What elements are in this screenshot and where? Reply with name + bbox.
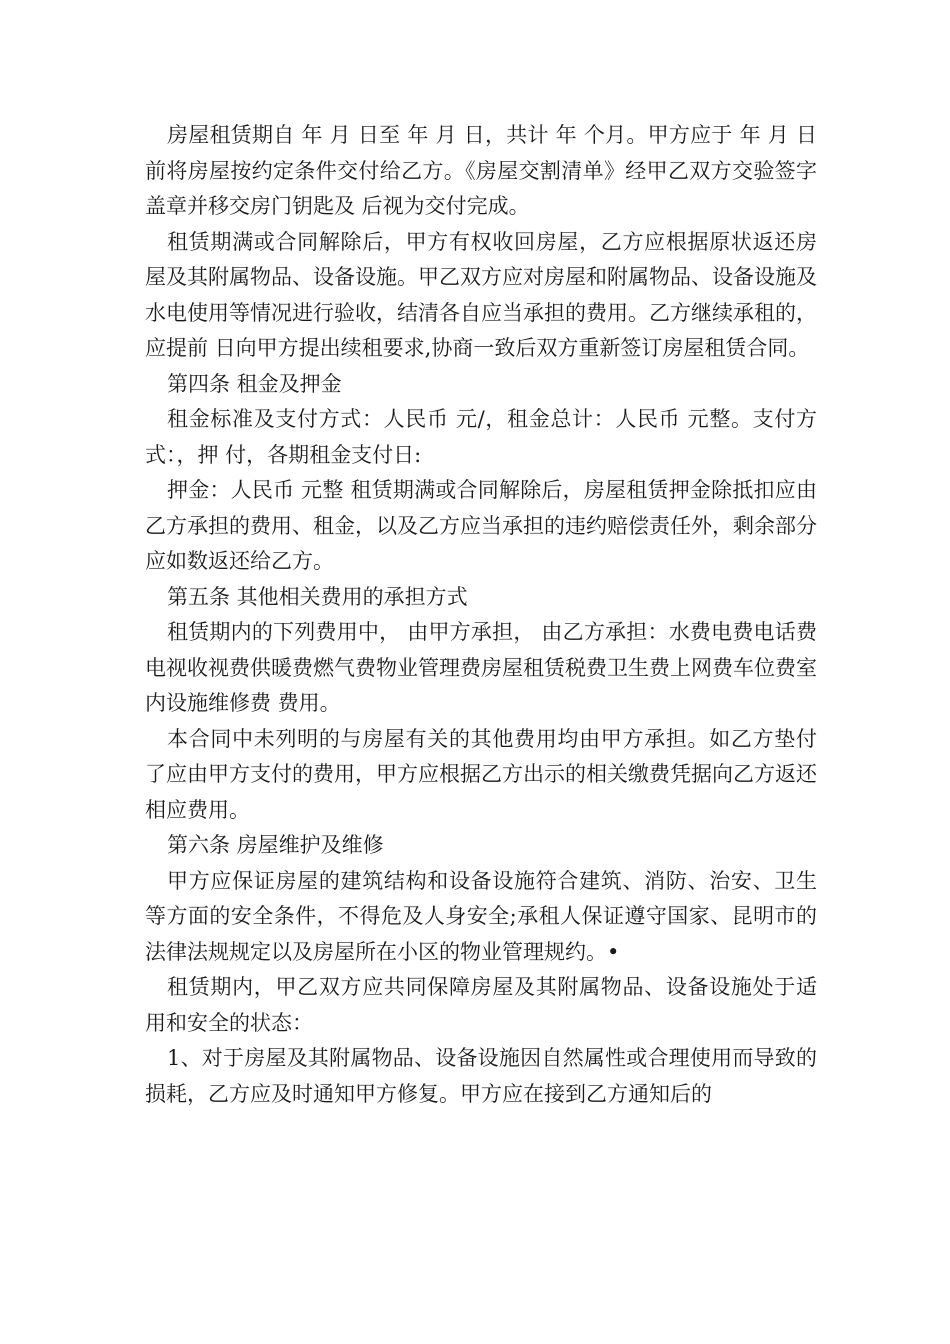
paragraph-maintenance: 租赁期内，甲乙双方应共同保障房屋及其附属物品、设备设施处于适用和安全的状态： (145, 975, 817, 1035)
paragraph-lease-end: 租赁期满或合同解除后，甲方有权收回房屋，乙方应根据原状返还房屋及其附属物品、设备设施。甲乙双方应对房屋和附属物品、设备设施及水电使用等情况进行验收，结清各自应当承担的费用。乙方继续承租的，应提前 日向甲方提出续租要求,协商一致后双方重新签订房屋租赁合同。 (145, 229, 817, 360)
paragraph-safety: 甲方应保证房屋的建筑结构和设备设施符合建筑、消防、治安、卫生等方面的安全条件，不得危及人身安全;承租人保证遵守国家、昆明市的法律法规规定以及房屋所在小区的物业管理规约。• (145, 868, 817, 964)
document-body (145, 118, 817, 1112)
article-6-heading: 第六条 房屋维护及维修 (167, 833, 384, 857)
paragraph-rent-standard: 租金标准及支付方式：人民币 元/，租金总计：人民币 元整。支付方式：，押 付，各期租金支付日: (145, 407, 817, 467)
paragraph-fees: 租赁期内的下列费用中， 由甲方承担， 由乙方承担：水费电费电话费电视收视费供暖费燃气费物业管理费房屋租赁税费卫生费上网费车位费室内设施维修费 费用。 (145, 620, 817, 715)
article-5-heading: 第五条 其他相关费用的承担方式 (167, 584, 468, 609)
paragraph-lease-term: 房屋租赁期自 年 月 日至 年 月 日，共计 年 个月。甲方应于 年 月 日前将房屋按约定条件交付给乙方。《房屋交割清单》经甲乙双方交验签字盖章并移交房门钥匙及 后视为交付完成。 (145, 123, 817, 218)
paragraph-deposit: 押金：人民币 元整 租赁期满或合同解除后，房屋租赁押金除抵扣应由乙方承担的费用、租金，以及乙方应当承担的违约赔偿责任外，剩余部分应如数返还给乙方。 (145, 478, 817, 573)
paragraph-other-fees: 本合同中未列明的与房屋有关的其他费用均由甲方承担。如乙方垫付了应由甲方支付的费用，甲方应根据乙方出示的相关缴费凭据向乙方返还相应费用。 (145, 726, 817, 822)
paragraph-item-1: 1、对于房屋及其附属物品、设备设施因自然属性或合理使用而导致的损耗，乙方应及时通知甲方修复。甲方应在接到乙方通知后的 (145, 1046, 817, 1106)
article-4-heading: 第四条 租金及押金 (167, 371, 342, 396)
